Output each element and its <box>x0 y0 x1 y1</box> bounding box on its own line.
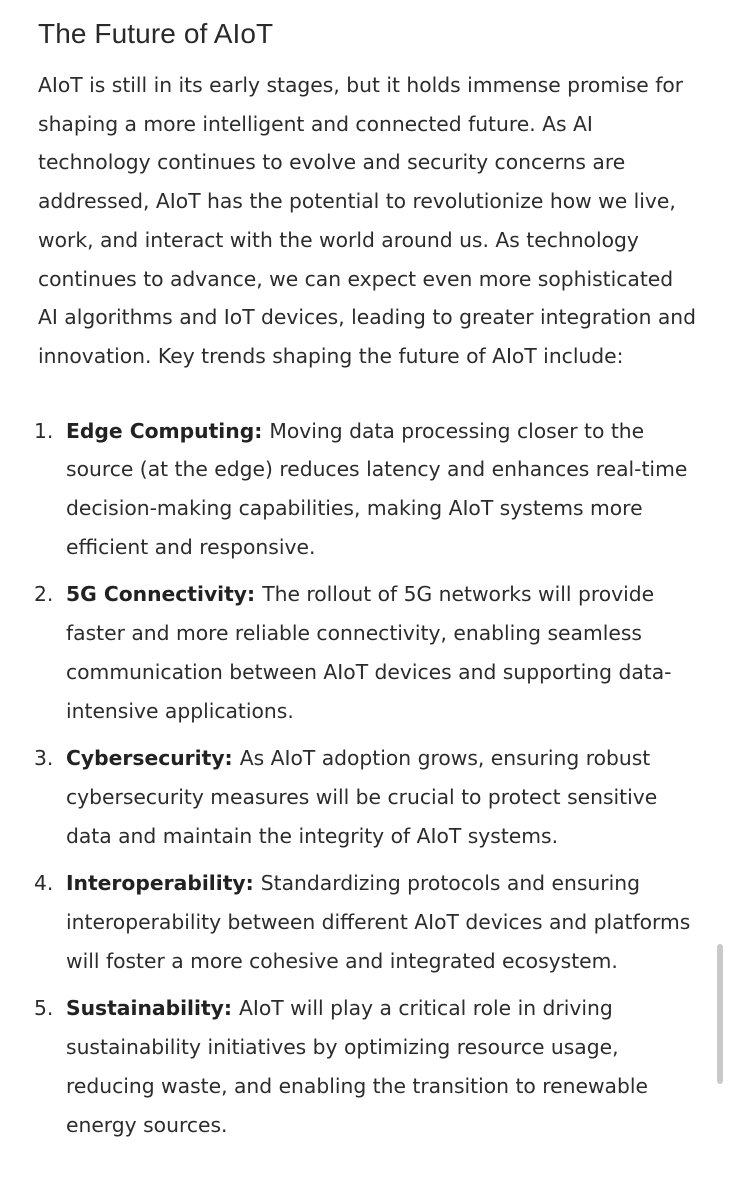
trend-term: Sustainability: <box>66 996 240 1021</box>
trend-text: Standardizing protocols and ensuring interoperability between different AIoT devices and platforms will foster a more cohesive and integrated ecosystem. <box>66 871 691 973</box>
list-item <box>34 739 698 855</box>
list-item <box>34 575 698 730</box>
list-item <box>34 989 698 1144</box>
trend-text: The rollout of 5G networks will provide faster and more reliable connectivity, enabling seamless communication between AIoT devices and supporting data-intensive applications. <box>66 582 672 723</box>
trend-text: As AIoT adoption grows, ensuring robust cybersecurity measures will be crucial to protect sensitive data and maintain the integrity of AIoT systems. <box>66 746 658 848</box>
list-number: 1. <box>34 418 54 443</box>
trends-list <box>34 412 698 1145</box>
list-number: 2. <box>34 582 54 607</box>
trend-text: Moving data processing closer to the source (at the edge) reduces latency and enhances real-time decision-making capabilities, making AIoT systems more efficient and responsive. <box>66 418 688 559</box>
section-title: The Future of AIoT <box>38 18 274 49</box>
trend-term: Interoperability: <box>66 871 261 896</box>
intro-paragraph: AIoT is still in its early stages, but it holds immense promise for shaping a more intelligent and connected future. As AI technology continues to evolve and security concerns are addressed, AIoT has the potential to revolutionize how we live, work, and interact with the world around us. As technology continues to advance, we can expect even more sophisticated AI algorithms and IoT devices, leading to greater integration and innovation. Key trends shaping the future of AIoT include: <box>38 73 697 368</box>
list-number: 3. <box>34 746 54 771</box>
article <box>34 14 698 1153</box>
list-number: 4. <box>34 871 54 896</box>
trend-term: Cybersecurity: <box>66 746 240 771</box>
list-item <box>34 412 698 567</box>
trend-term: 5G Connectivity: <box>66 582 263 607</box>
list-item <box>34 864 698 980</box>
list-number: 5. <box>34 996 54 1021</box>
scrollbar-thumb[interactable] <box>717 944 723 1084</box>
trend-text: AIoT will play a critical role in driving sustainability initiatives by optimizing resource usage, reducing waste, and enabling the transition to renewable energy sources. <box>66 996 648 1137</box>
trend-term: Edge Computing: <box>66 418 270 443</box>
